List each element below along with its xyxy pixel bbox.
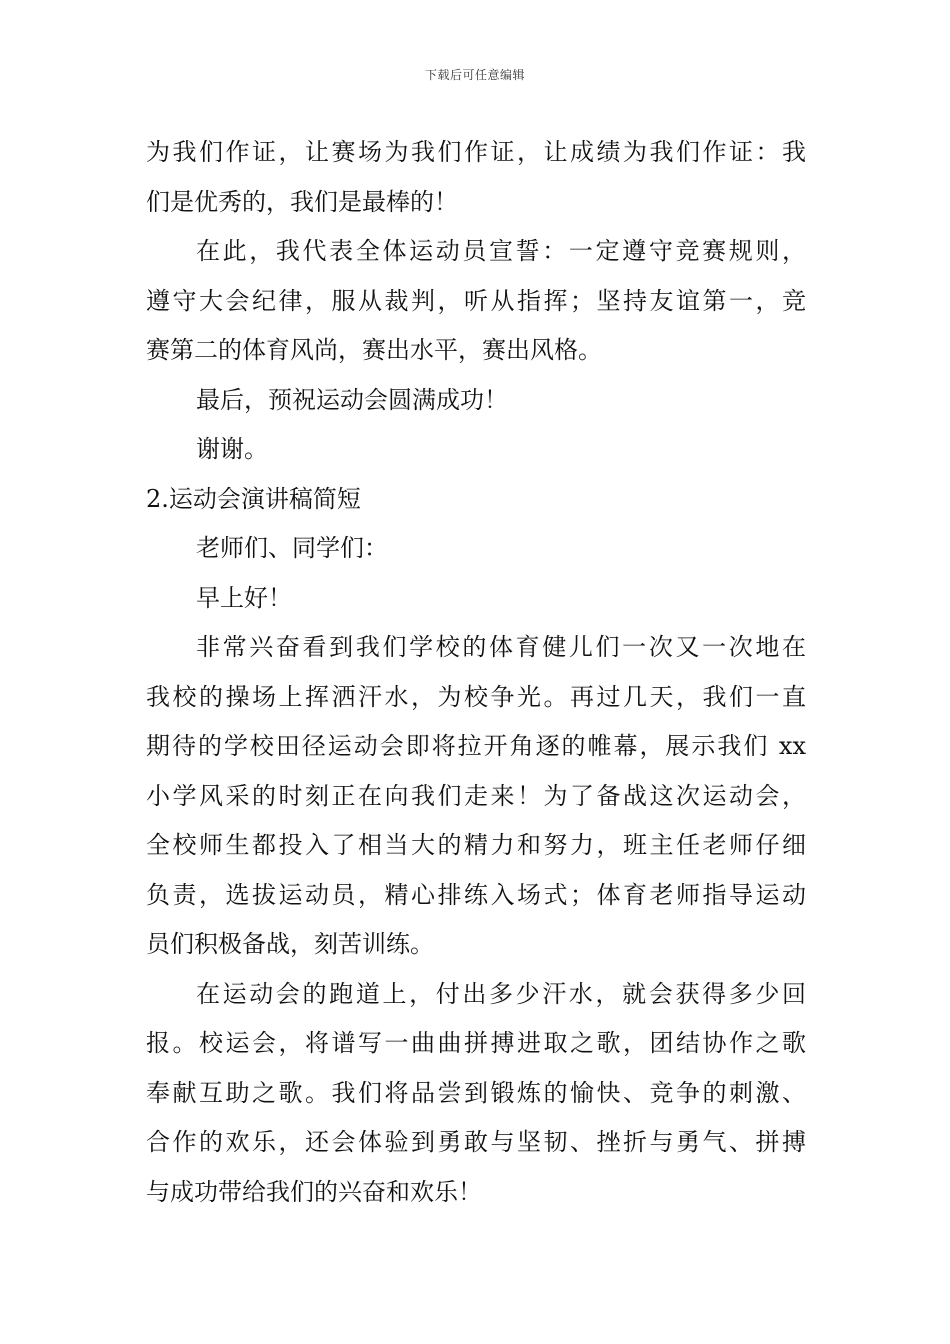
document-body xyxy=(146,128,806,1217)
paragraph-line: 负责，选拔运动员，精心排练入场式；体育老师指导运动 xyxy=(146,880,806,909)
paragraph-line: 为我们作证，让赛场为我们作证，让成绩为我们作证：我 xyxy=(146,138,806,166)
paragraph-line: 赛第二的体育风尚，赛出水平，赛出风格。 xyxy=(146,336,602,364)
paragraph-line: 员们积极备战，刻苦训练。 xyxy=(146,930,434,958)
paragraph-line: 报。校运会，将谱写一曲曲拼搏进取之歌，团结协作之歌 xyxy=(146,1029,806,1057)
paragraph-line: 全校师生都投入了相当大的精力和努力，班主任老师仔细 xyxy=(146,831,806,859)
paragraph-line: 最后，预祝运动会圆满成功！ xyxy=(196,385,508,414)
page-header-note: 下载后可任意编辑 xyxy=(424,68,525,82)
paragraph-line: 们是优秀的，我们是最棒的！ xyxy=(146,187,458,216)
paragraph-line: 谢谢。 xyxy=(196,435,268,463)
paragraph-line: 小学风采的时刻正在向我们走来！为了备战这次运动会， xyxy=(146,781,806,810)
paragraph-line: 早上好！ xyxy=(196,583,292,612)
paragraph-line: 老师们、同学们： xyxy=(196,534,388,562)
paragraph-line: 在此，我代表全体运动员宣誓：一定遵守竞赛规则， xyxy=(196,237,806,265)
paragraph-line: 合作的欢乐，还会体验到勇敢与坚韧、挫折与勇气、拼搏 xyxy=(146,1128,806,1156)
paragraph-line: 我校的操场上挥洒汗水，为校争光。再过几天，我们一直 xyxy=(146,682,806,711)
paragraph-line: 在运动会的跑道上，付出多少汗水，就会获得多少回 xyxy=(196,979,806,1008)
paragraph-line: 非常兴奋看到我们学校的体育健儿们一次又一次地在 xyxy=(196,633,806,661)
paragraph-line: 奉献互助之歌。我们将品尝到锻炼的愉快、竞争的刺激、 xyxy=(146,1078,806,1107)
section-heading: 2.运动会演讲稿简短 xyxy=(146,484,361,513)
paragraph-line: 遵守大会纪律，服从裁判，听从指挥；坚持友谊第一，竞 xyxy=(146,286,806,315)
paragraph-line: 期待的学校田径运动会即将拉开角逐的帷幕，展示我们 xx xyxy=(146,732,806,760)
paragraph-line: 与成功带给我们的兴奋和欢乐！ xyxy=(146,1177,482,1206)
